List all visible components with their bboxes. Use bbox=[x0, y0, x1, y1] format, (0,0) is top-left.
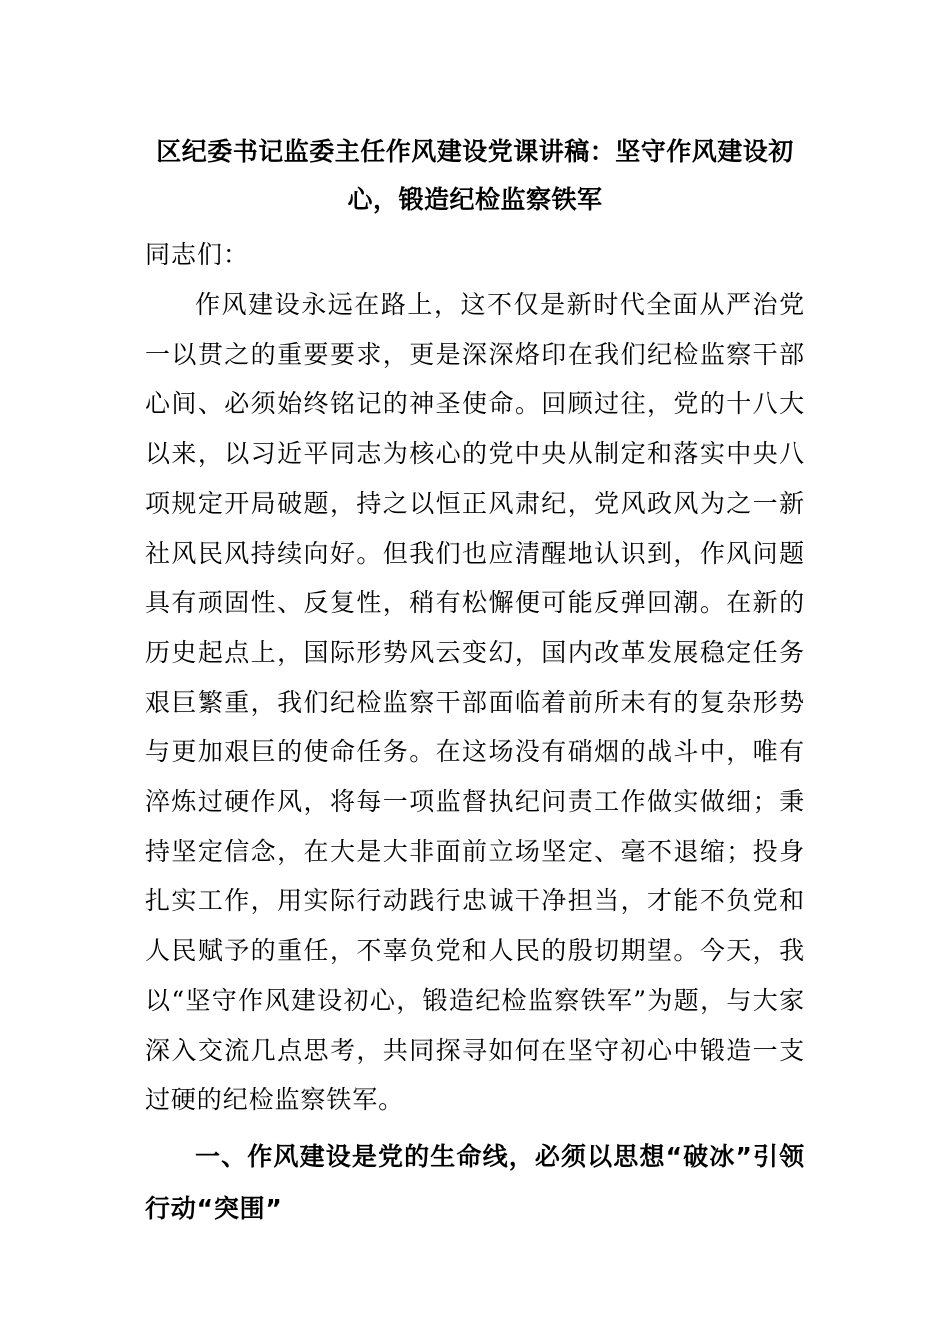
section-heading: 一、作风建设是党的生命线，必须以思想“破冰”引领行动“突围” bbox=[145, 1141, 805, 1223]
salutation: 同志们： bbox=[145, 240, 250, 269]
document-content bbox=[145, 128, 805, 1235]
body-paragraph: 作风建设永远在路上，这不仅是新时代全面从严治党一以贯之的重要要求，更是深深烙印在我们纪检监察干部心间、必须始终铭记的神圣使命。回顾过往，党的十八大以来，以习近平同志为核心的党中央从制定和落实中央八项规定开局破题，持之以恒正风肃纪，党风政风为之一新社风民风持续向好。但我们也应清醒地认识到，作风问题具有顽固性、反复性，稍有松懈便可能反弹回潮。在新的历史起点上，国际形势风云变幻，国内改革发展稳定任务艰巨繁重，我们纪检监察干部面临着前所未有的复杂形势与更加艰巨的使命任务。在这场没有硝烟的战斗中，唯有淬炼过硬作风，将每一项监督执纪问责工作做实做细；秉持坚定信念，在大是大非面前立场坚定、毫不退缩；投身扎实工作，用实际行动践行忠诚干净担当，才能不负党和人民赋予的重任，不辜负党和人民的殷切期望。今天，我以“坚守作风建设初心，锻造纪检监察铁军”为题，与大家深入交流几点思考，共同探寻如何在坚守初心中锻造一支过硬的纪检监察铁军。 bbox=[145, 290, 805, 1115]
document-title: 区纪委书记监委主任作风建设党课讲稿：坚守作风建设初心，锻造纪检监察铁军 bbox=[156, 137, 794, 214]
